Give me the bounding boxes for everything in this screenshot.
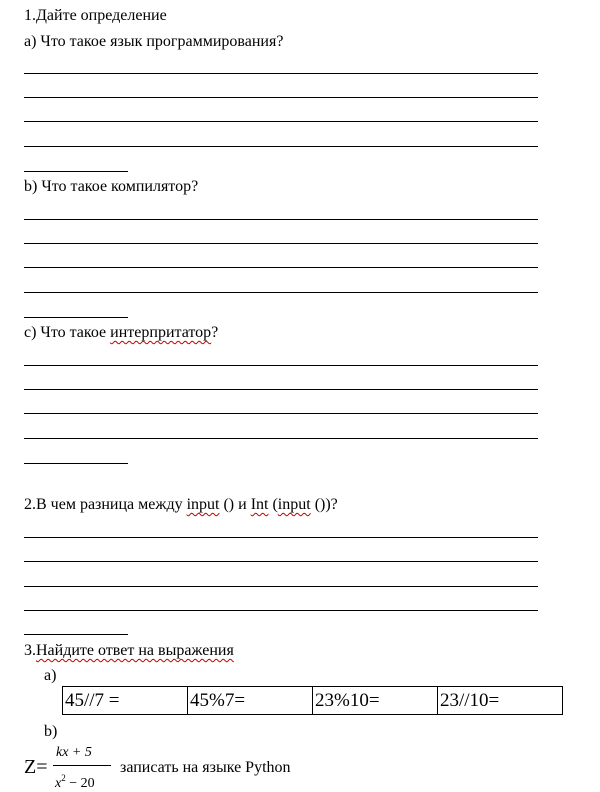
- q1-heading: [24, 7, 167, 25]
- answer-line-short[interactable]: [24, 171, 128, 172]
- q2-input-word: input: [186, 496, 220, 513]
- expression-cell[interactable]: 23%10=: [313, 687, 438, 715]
- q3-title: Найдите ответ на выражения: [36, 642, 234, 659]
- answer-line[interactable]: [24, 438, 538, 439]
- answer-line[interactable]: [24, 365, 538, 366]
- answer-line[interactable]: [24, 292, 538, 293]
- q2-number: 2.: [24, 496, 36, 513]
- expression-cell[interactable]: 23//10=: [438, 687, 563, 715]
- q1c-prompt: [24, 324, 218, 342]
- expression-cell[interactable]: 45%7=: [188, 687, 313, 715]
- answer-line[interactable]: [24, 537, 538, 538]
- q1b-prompt: b) Что такое компилятор?: [24, 178, 199, 195]
- answer-line[interactable]: [24, 389, 538, 390]
- answer-line[interactable]: [24, 243, 538, 244]
- answer-line[interactable]: [24, 586, 538, 587]
- q2-text-mid: () и: [219, 496, 251, 513]
- answer-line-short[interactable]: [24, 317, 128, 318]
- answer-line[interactable]: [24, 73, 538, 74]
- fraction-denominator: [55, 770, 95, 792]
- q1c-prefix: c) Что такое: [24, 324, 111, 341]
- answer-line[interactable]: [24, 610, 538, 611]
- q3-heading: [24, 642, 234, 660]
- formula: [24, 745, 344, 791]
- fraction-bar: [53, 765, 111, 766]
- answer-line[interactable]: [24, 561, 538, 562]
- denominator-rest: − 20: [65, 776, 95, 791]
- q2-prompt: [24, 496, 338, 514]
- q1a-prompt: a) Что такое язык программирования?: [24, 33, 284, 50]
- q1-number: 1.: [24, 7, 36, 24]
- q2-text-suffix: ())?: [310, 496, 338, 513]
- numerator-text: kx + 5: [56, 745, 92, 760]
- q2-int-word: Int: [250, 496, 269, 513]
- answer-line[interactable]: [24, 413, 538, 414]
- q1c-term: интерпритатор: [110, 324, 212, 341]
- q3-number: 3.: [24, 642, 36, 659]
- denominator-exponent: 2: [61, 773, 66, 783]
- q1-title: Дайте определение: [36, 7, 167, 24]
- expression-cell[interactable]: 45//7 =: [63, 687, 188, 715]
- answer-line[interactable]: [24, 219, 538, 220]
- formula-lhs: Z=: [24, 756, 48, 778]
- q2-input-word-2: input: [277, 496, 311, 513]
- fraction-numerator: [56, 745, 92, 761]
- q1c-suffix: ?: [211, 324, 219, 341]
- answer-line[interactable]: [24, 121, 538, 122]
- expressions-table: [62, 686, 563, 715]
- answer-line[interactable]: [24, 146, 538, 147]
- answer-line-short[interactable]: [24, 634, 128, 635]
- answer-line-short[interactable]: [24, 463, 128, 464]
- q2-text: В чем разница между: [36, 496, 187, 513]
- denominator-var: x: [55, 776, 62, 791]
- formula-instruction: записать на языке Python: [120, 759, 291, 776]
- table-row: [63, 687, 563, 715]
- answer-line[interactable]: [24, 97, 538, 98]
- answer-line[interactable]: [24, 267, 538, 268]
- q2-text-mid2: (: [268, 496, 278, 513]
- q3b-label: b): [44, 723, 58, 740]
- q3a-label: a): [44, 667, 57, 684]
